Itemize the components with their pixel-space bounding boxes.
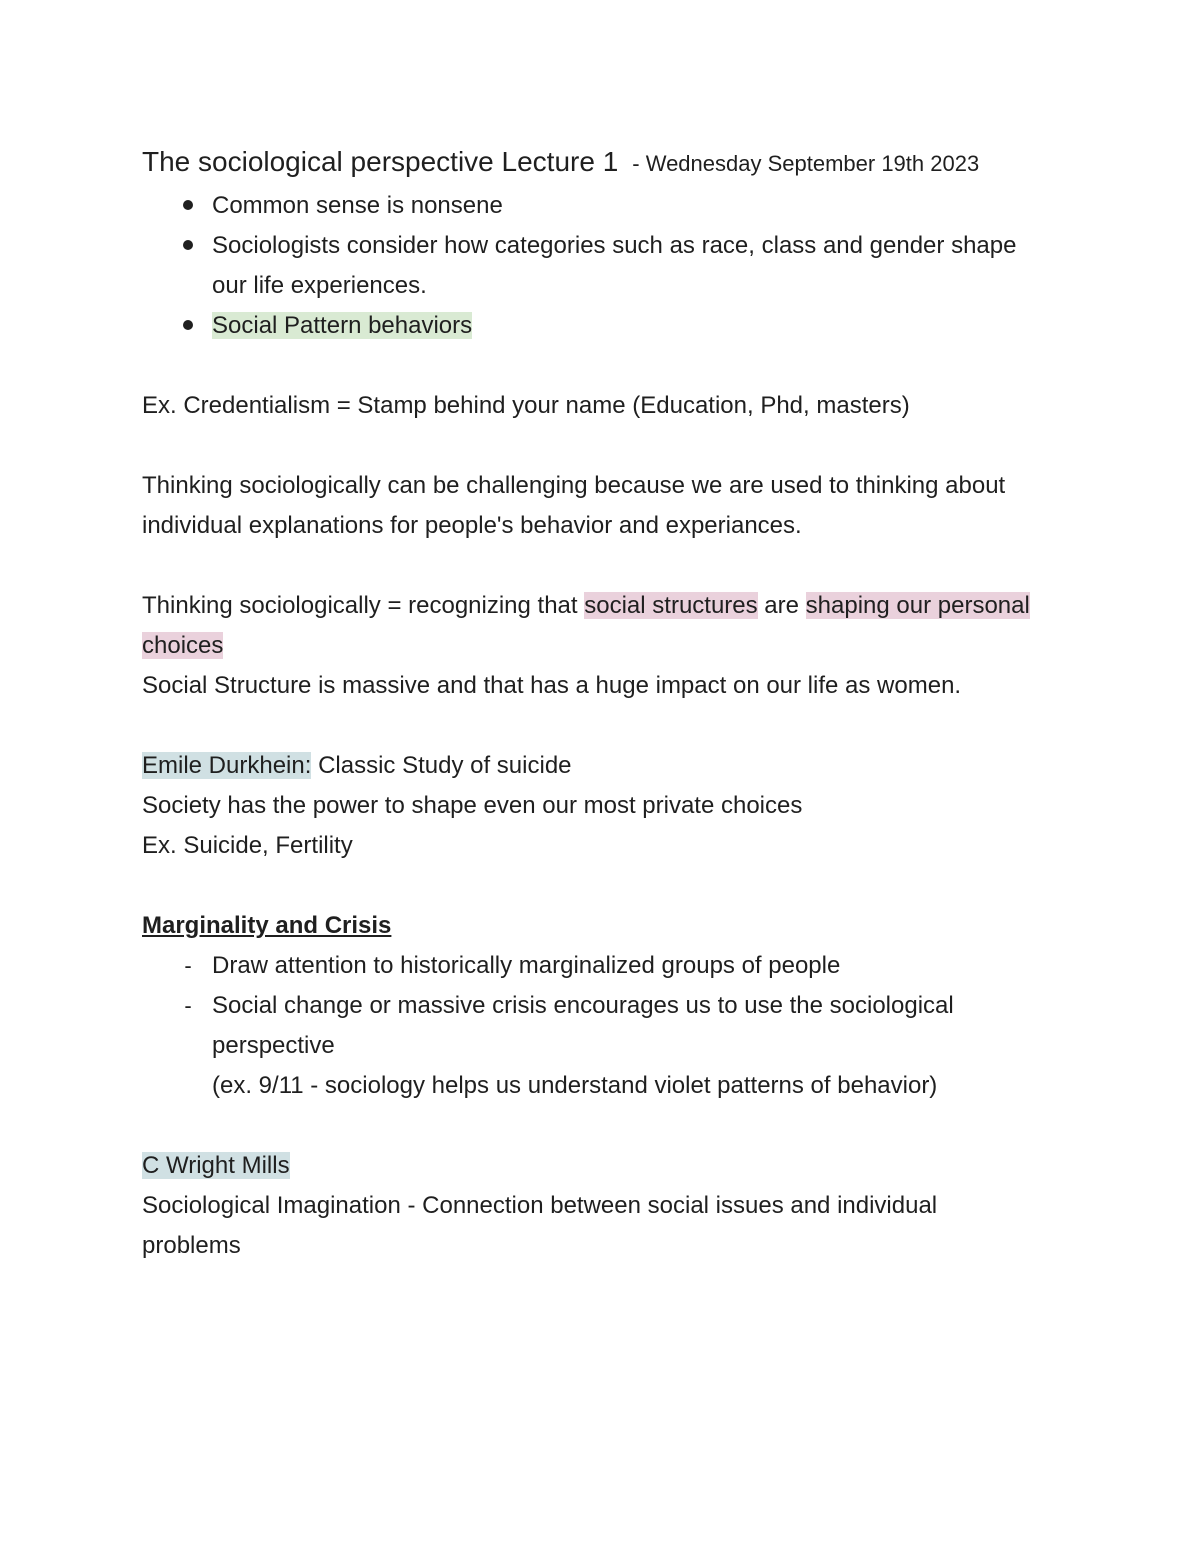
highlight-social-structures: social structures xyxy=(584,592,758,619)
bullet-icon xyxy=(178,186,198,226)
list-item xyxy=(142,306,1042,346)
list-item-text: Social change or massive crisis encourages us to use the sociological perspective xyxy=(212,992,954,1059)
bullet-icon xyxy=(178,226,198,266)
durkheim-topic: Classic Study of suicide xyxy=(311,752,572,779)
thinking-challenge-paragraph: Thinking sociologically can be challenging because we are used to thinking about individual explanations for people's behavior and experiances. xyxy=(142,472,1006,539)
durkheim-line: Society has the power to shape even our most private choices xyxy=(142,792,803,819)
mills-heading xyxy=(142,1146,1042,1186)
dash-icon: - xyxy=(184,953,192,978)
list-item xyxy=(142,986,1042,1106)
document-page xyxy=(142,138,1042,1266)
durkheim-heading xyxy=(142,746,1042,786)
title-main: The sociological perspective Lecture 1 xyxy=(142,146,619,177)
list-item-note: (ex. 9/11 - sociology helps us understand violet patterns of behavior) xyxy=(212,1072,938,1099)
dash-icon: - xyxy=(184,993,192,1018)
mills-definition: Sociological Imagination - Connection between social issues and individual problems xyxy=(142,1192,938,1259)
intro-bullet-list xyxy=(142,186,1042,346)
document-title xyxy=(142,138,1042,186)
highlight-shaping-choices: shaping our personal choices xyxy=(142,592,1030,659)
definition-mid: are xyxy=(757,592,806,619)
marginality-heading: Marginality and Crisis xyxy=(142,912,392,939)
mills-name: C Wright Mills xyxy=(142,1152,290,1179)
marginality-list xyxy=(142,946,1042,1106)
definition-prefix: Thinking sociologically = recognizing that xyxy=(142,592,585,619)
social-structure-paragraph: Social Structure is massive and that has a huge impact on our life as women. xyxy=(142,672,962,699)
durkheim-name: Emile Durkhein: xyxy=(142,752,312,779)
list-item-text-highlighted: Social Pattern behaviors xyxy=(212,312,473,339)
title-date: - Wednesday September 19th 2023 xyxy=(632,151,980,176)
list-item-text: Sociologists consider how categories such as race, class and gender shape our life experiences. xyxy=(212,232,1017,299)
bullet-icon xyxy=(178,306,198,346)
list-item xyxy=(142,946,1042,986)
list-item xyxy=(142,186,1042,226)
credentialism-example: Ex. Credentialism = Stamp behind your name (Education, Phd, masters) xyxy=(142,392,910,419)
list-item xyxy=(142,226,1042,306)
thinking-definition-paragraph xyxy=(142,586,1042,666)
list-item-text: Common sense is nonsene xyxy=(212,192,503,219)
list-item-text: Draw attention to historically marginalized groups of people xyxy=(212,952,841,979)
durkheim-example: Ex. Suicide, Fertility xyxy=(142,832,353,859)
